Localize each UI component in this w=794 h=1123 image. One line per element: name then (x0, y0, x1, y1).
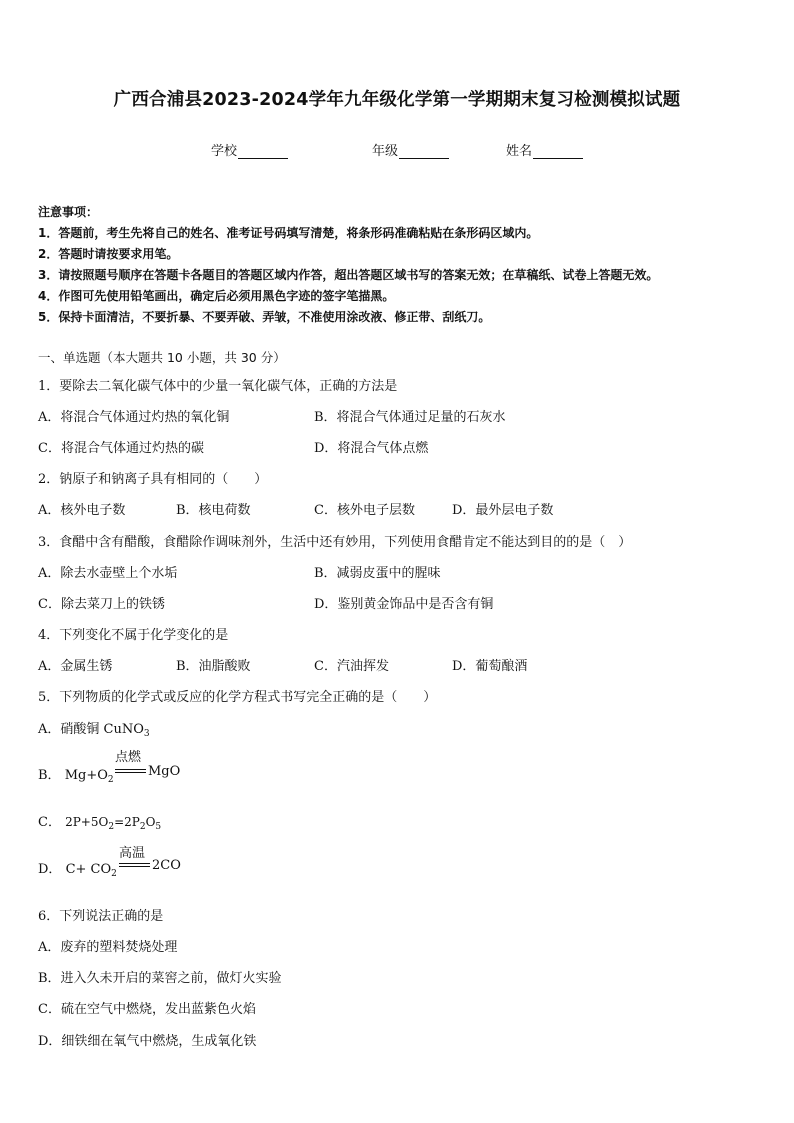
section-heading: 一、单选题（本大题共 10 小题，共 30 分） (38, 350, 286, 365)
equation-right: 2CO (152, 858, 181, 873)
question-stem: 1．要除去二氧化碳气体中的少量一氧化碳气体，正确的方法是 (38, 379, 398, 394)
option-d[interactable]: D．鉴别黄金饰品中是否含有铜 (314, 597, 494, 612)
subscript: 3 (143, 729, 150, 739)
option-b[interactable]: B．进入久未开启的菜窖之前，做灯火实验 (38, 971, 282, 986)
name-field (506, 140, 583, 159)
option-a[interactable] (38, 718, 150, 737)
option-a[interactable]: A．废弃的塑料焚烧处理 (38, 940, 178, 955)
reaction-condition: 高温 (119, 846, 146, 861)
equals-sign (115, 769, 146, 773)
equation-right: MgO (148, 764, 181, 779)
question-stem: 3．食醋中含有醋酸，食醋除作调味剂外，生活中还有妙用，下列使用食醋肯定不能达到目的的是（ ） (38, 535, 632, 550)
option-c[interactable]: C．核外电子层数 (314, 503, 415, 518)
school-field (211, 140, 288, 159)
question-stem: 2．钠原子和钠离子具有相同的（ ） (38, 472, 268, 487)
equation-left: $C+ CO_2$ (65, 862, 117, 879)
option-a[interactable]: A．金属生锈 (38, 659, 113, 674)
option-d[interactable]: D．将混合气体点燃 (314, 441, 429, 456)
option-a[interactable]: A．除去水壶壁上个水垢 (38, 566, 178, 581)
school-blank[interactable] (238, 145, 288, 159)
option-b[interactable] (38, 764, 114, 783)
notice-item: 2．答题时请按要求用笔。 (38, 247, 179, 261)
question-stem: 4．下列变化不属于化学变化的是 (38, 628, 229, 643)
notice-item: 5．保持卡面清洁，不要折暴、不要弄破、弄皱，不准使用涂改液、修正带、刮纸刀。 (38, 310, 491, 324)
option-a[interactable]: A．将混合气体通过灼热的氧化铜 (38, 410, 230, 425)
option-c[interactable]: C．将混合气体通过灼热的碳 (38, 441, 204, 456)
grade-blank[interactable] (399, 145, 449, 159)
grade-field (372, 140, 449, 159)
option-d[interactable]: D．最外层电子数 (452, 503, 554, 518)
name-label: 姓名 (506, 144, 533, 159)
question-stem: 6．下列说法正确的是 (38, 909, 164, 924)
reaction-condition: 点燃 (115, 750, 142, 765)
option-c[interactable] (38, 811, 161, 830)
page-title: 广西合浦县2023-2024学年九年级化学第一学期期末复习检测模拟试题 (113, 90, 681, 110)
option-c-label: C． (38, 815, 61, 830)
option-b-label: B． (38, 768, 61, 783)
notice-heading: 注意事项： (38, 205, 99, 219)
option-a[interactable]: A．核外电子数 (38, 503, 126, 518)
option-d[interactable] (38, 858, 117, 877)
notice-item: 1．答题前，考生先将自己的姓名、准考证号码填写清楚，将条形码准确粘贴在条形码区域内。 (38, 226, 539, 240)
option-b[interactable]: B．将混合气体通过足量的石灰水 (314, 410, 506, 425)
option-c[interactable]: C．硫在空气中燃烧，发出蓝紫色火焰 (38, 1002, 256, 1017)
grade-label: 年级 (372, 144, 399, 159)
option-b[interactable]: B．减弱皮蛋中的腥味 (314, 566, 441, 581)
question-stem: 5．下列物质的化学式或反应的化学方程式书写完全正确的是（ ） (38, 690, 437, 705)
school-label: 学校 (211, 144, 238, 159)
option-d-label: D． (38, 862, 62, 877)
equation-left: $Mg+O_2$ (64, 768, 114, 785)
name-blank[interactable] (533, 145, 583, 159)
option-b[interactable]: B．油脂酸败 (176, 659, 251, 674)
option-c[interactable]: C．除去菜刀上的铁锈 (38, 597, 165, 612)
equation: $2P+5O_2=2P_2O_5$ (65, 815, 162, 832)
option-a-text: A．硝酸铜 CuNO (38, 722, 144, 737)
option-b[interactable]: B．核电荷数 (176, 503, 251, 518)
equals-sign (119, 863, 150, 867)
option-d[interactable]: D．葡萄酿酒 (452, 659, 528, 674)
option-d[interactable]: D．细铁细在氧气中燃烧，生成氧化铁 (38, 1034, 257, 1049)
option-c[interactable]: C．汽油挥发 (314, 659, 389, 674)
notice-item: 4．作图可先使用铅笔画出，确定后必须用黑色字迹的签字笔描黑。 (38, 289, 395, 303)
notice-item: 3．请按照题号顺序在答题卡各题目的答题区域内作答，超出答题区域书写的答案无效；在草稿纸、试卷上答题无效。 (38, 268, 659, 282)
